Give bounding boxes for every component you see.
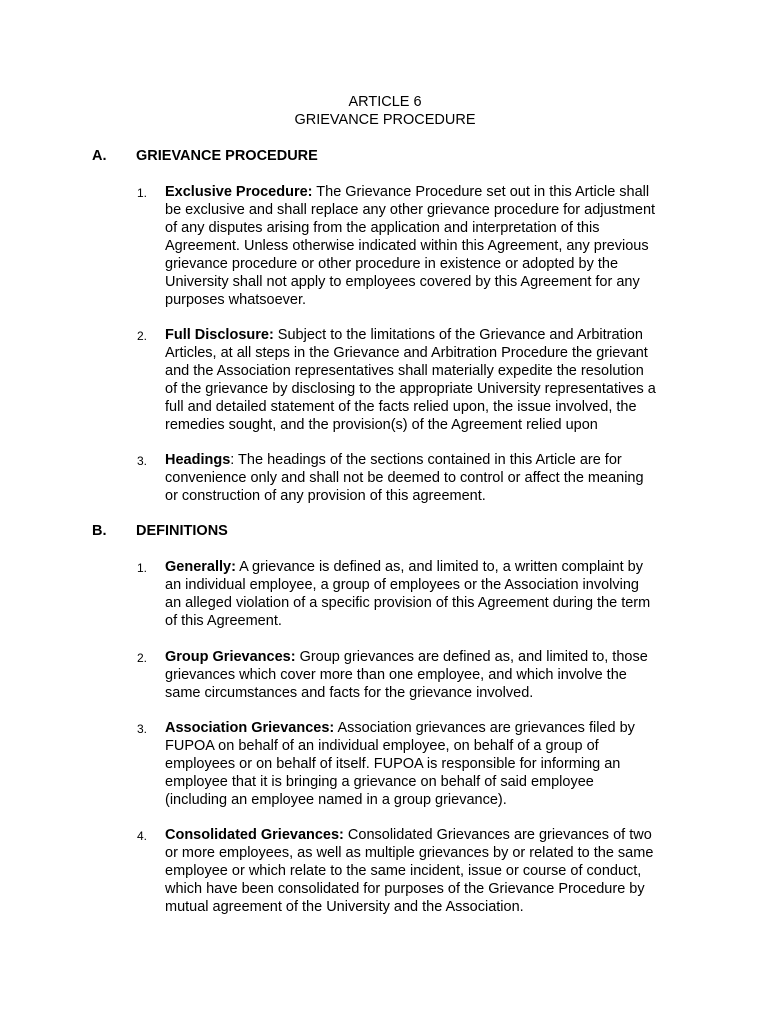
list-item — [137, 183, 682, 309]
section-name: DEFINITIONS — [136, 523, 228, 539]
item-number: 4. — [137, 829, 148, 843]
item-lead: Generally: — [165, 559, 236, 575]
item-lead: Headings — [165, 452, 231, 468]
item-number: 2. — [137, 329, 148, 343]
section-heading-b — [92, 522, 692, 540]
item-number: 2. — [137, 651, 148, 665]
list-item — [137, 648, 682, 702]
list-item — [137, 719, 682, 809]
item-number: 1. — [137, 186, 148, 200]
item-text: : The headings of the sections contained in this Article are for convenience only and shall not be deemed to control or affect the meaning or construction of any provision of this agreement. — [165, 452, 644, 504]
section-heading-a — [92, 147, 692, 165]
list-item — [137, 326, 682, 434]
article-title: GRIEVANCE PROCEDURE — [294, 112, 476, 128]
item-number: 3. — [137, 454, 148, 468]
item-text: Consolidated Grievances are grievances of two or more employees, as well as multiple grievances by or related to the same employee or which relate to the same incident, issue or course of conduct, which have been consolidated for purposes of the Grievance Procedure by mutual agreement of the University and the Association. — [165, 827, 654, 915]
list-item — [137, 451, 682, 505]
item-text: Subject to the limitations of the Grievance and Arbitration Articles, at all steps in the Grievance and Arbitration Procedure the grievant and the Association representatives shall materially expedite the resolution of the grievance by disclosing to the appropriate University representatives a full and detailed statement of the facts relied upon, the issue involved, the remedies sought, and the provision(s) of the Agreement relied upon — [165, 327, 656, 433]
item-text: The Grievance Procedure set out in this Article shall be exclusive and shall replace any other grievance procedure for adjustment of any disputes arising from the application and interpretation of this Agreement. Unless otherwise indicated within this Agreement, any previous grievance procedure or other procedure in existence or adopted by the University shall not apply to employees covered by this Agreement for any purposes whatsoever. — [165, 184, 656, 308]
item-lead: Exclusive Procedure: — [165, 184, 313, 200]
list-item — [137, 558, 682, 630]
section-name: GRIEVANCE PROCEDURE — [136, 148, 318, 164]
list-item — [137, 826, 682, 916]
item-number: 1. — [137, 561, 148, 575]
item-text: Association grievances are grievances filed by FUPOA on behalf of an individual employee, on behalf of a group of employees or on behalf of itself. FUPOA is responsible for informing an employee that it is bringing a grievance on behalf of said employee (including an employee named in a group grievance). — [165, 720, 635, 808]
article-number: ARTICLE 6 — [348, 94, 422, 110]
item-lead: Full Disclosure: — [165, 327, 274, 343]
section-letter: B. — [92, 523, 107, 539]
item-text: A grievance is defined as, and limited to, a written complaint by an individual employee, a group of employees or the Association involving an alleged violation of a specific provision of this Agreement during the term of this Agreement. — [165, 559, 651, 629]
item-lead: Consolidated Grievances: — [165, 827, 344, 843]
item-lead: Association Grievances: — [165, 720, 335, 736]
item-lead: Group Grievances: — [165, 649, 296, 665]
item-text: Group grievances are defined as, and limited to, those grievances which cover more than one employee, and which involve the same circumstances and facts for the grievance involved. — [165, 649, 648, 701]
item-number: 3. — [137, 722, 148, 736]
section-letter: A. — [92, 148, 107, 164]
